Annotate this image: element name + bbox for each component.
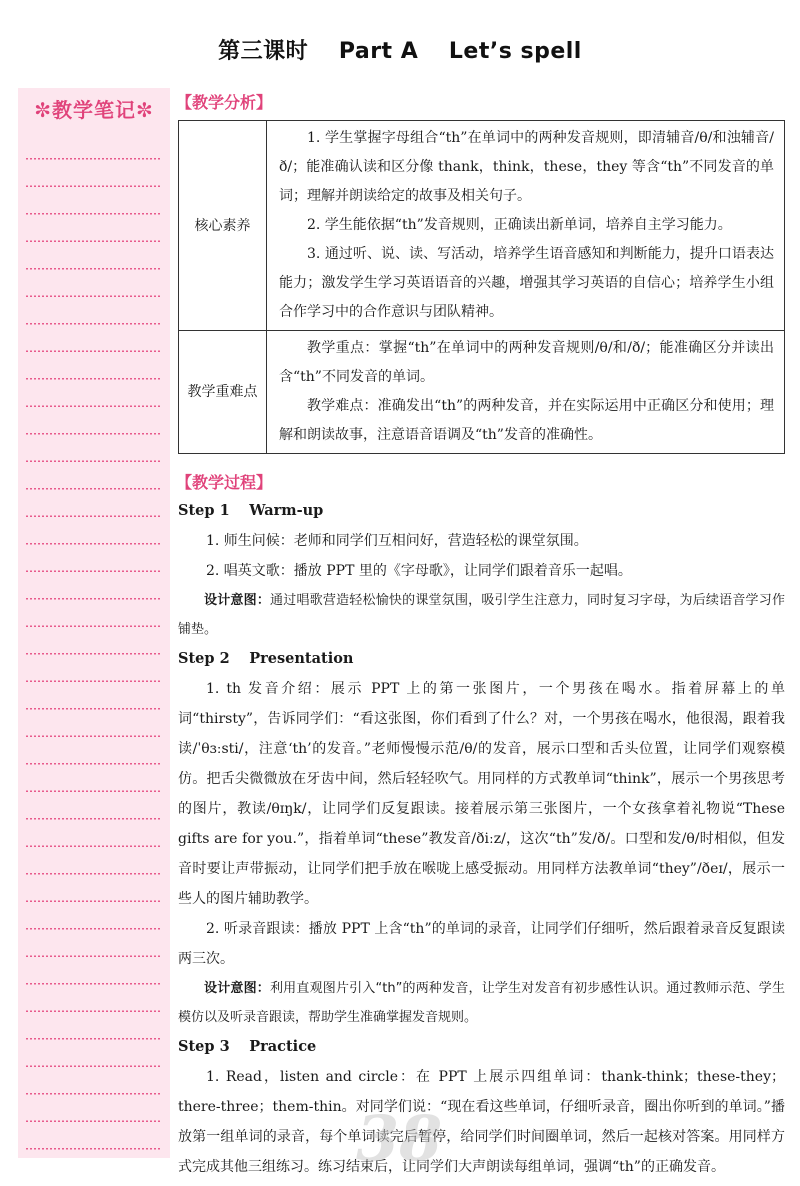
design-intent-label: 设计意图： bbox=[204, 593, 271, 608]
analysis-tag: 【教学分析】 bbox=[176, 93, 273, 112]
paragraph: 3. 通过听、说、读、写活动，培养学生语音感知和判断能力，提升口语表达能力；激发学生学习英语语音的兴趣，增强其学习英语的自信心；培养学生小组合作学习中的合作意识与团队精神。 bbox=[279, 246, 774, 320]
teaching-process bbox=[178, 496, 785, 1182]
sidebar-heading: ✼教学笔记✼ bbox=[34, 98, 154, 122]
paragraph: 1. 学生掌握字母组合“th”在单词中的两种发音规则，即清辅音/θ/和浊辅音/ð/；能准确认读和区分像 thank，think，these，they 等含“th”不同发音的单词；理解并朗读给定的故事及相关句子。 bbox=[279, 130, 774, 204]
paragraph: 教学重点：掌握“th”在单词中的两种发音规则/θ/和/ð/；能准确区分并读出含“th”不同发音的单词。 bbox=[279, 340, 774, 385]
table-row bbox=[179, 121, 785, 331]
design-intent-text: 通过唱歌营造轻松愉快的课堂氛围，吸引学生注意力，同时复习字母，为后续语音学习作铺垫。 bbox=[178, 593, 785, 637]
paragraph: 2. 学生能依据“th”发音规则，正确读出新单词，培养自主学习能力。 bbox=[307, 217, 732, 233]
paragraph: 2. 听录音跟读：播放 PPT 上含“th”的单词的录音，让同学们仔细听，然后跟着录音反复跟读两三次。 bbox=[178, 921, 785, 967]
row-content bbox=[267, 121, 785, 331]
row-header: 教学重难点 bbox=[179, 331, 267, 454]
row-header: 核心素养 bbox=[179, 121, 267, 331]
row-content bbox=[267, 331, 785, 454]
note-lines bbox=[26, 132, 162, 1158]
step-heading: Step 1 Warm-up bbox=[178, 502, 324, 519]
table-row bbox=[179, 331, 785, 454]
page-number: 38 bbox=[356, 1102, 443, 1175]
paragraph: 1. Read，listen and circle：在 PPT 上展示四组单词：thank-think；these-they；there-three；them-thin。对同学们说：“现在看这些单词，仔细听录音，圈出你听到的单词。”播放第一组单词的录音，每个单词读完后暂停，给同学们时间圈单词，然后一起核对答案。用同样方式完成其他三组练习。练习结束后，让同学们大声朗读每组单词，强调“th”的正确发音。 bbox=[178, 1069, 785, 1175]
step-heading: Step 2 Presentation bbox=[178, 650, 354, 667]
analysis-table bbox=[178, 120, 785, 454]
design-intent-label: 设计意图： bbox=[204, 981, 270, 996]
design-intent bbox=[178, 586, 785, 644]
paragraph: 1. 师生问候：老师和同学们互相问好，营造轻松的课堂氛围。 bbox=[206, 533, 588, 549]
design-intent-text: 利用直观图片引入“th”的两种发音，让学生对发音有初步感性认识。通过教师示范、学生模仿以及听录音跟读，帮助学生准确掌握发音规则。 bbox=[178, 981, 785, 1025]
process-tag: 【教学过程】 bbox=[176, 473, 273, 492]
design-intent bbox=[178, 974, 785, 1032]
paragraph: 2. 唱英文歌：播放 PPT 里的《字母歌》，让同学们跟着音乐一起唱。 bbox=[206, 563, 632, 579]
step-heading: Step 3 Practice bbox=[178, 1038, 317, 1055]
page-title: 第三课时 Part A Let’s spell bbox=[218, 39, 582, 64]
paragraph: 1. th 发音介绍：展示 PPT 上的第一张图片，一个男孩在喝水。指着屏幕上的单词“thirsty”，告诉同学们：“看这张图，你们看到了什么？对，一个男孩在喝水，他很渴，跟着我读/ˈθɜːsti/，注意‘th’的发音。”老师慢慢示范/θ/的发音，展示口型和舌头位置，让同学们观察模仿。把舌尖微微放在牙齿中间，然后轻轻吹气。用同样的方式教单词“think”，展示一个男孩思考的图片，教读/θɪŋk/，让同学们反复跟读。接着展示第三张图片，一个女孩拿着礼物说“These gifts are for you.”，指着单词“these”教发音/ðiːz/，这次“th”发/ð/。口型和发/θ/时相似，但发音时要让声带振动，让同学们把手放在喉咙上感受振动。用同样方法教单词“they”/ðeɪ/，展示一些人的图片辅助教学。 bbox=[178, 681, 785, 907]
teaching-notes-sidebar bbox=[18, 88, 170, 1158]
paragraph: 教学难点：准确发出“th”的两种发音，并在实际运用中正确区分和使用；理解和朗读故事，注意语音语调及“th”发音的准确性。 bbox=[279, 398, 774, 443]
